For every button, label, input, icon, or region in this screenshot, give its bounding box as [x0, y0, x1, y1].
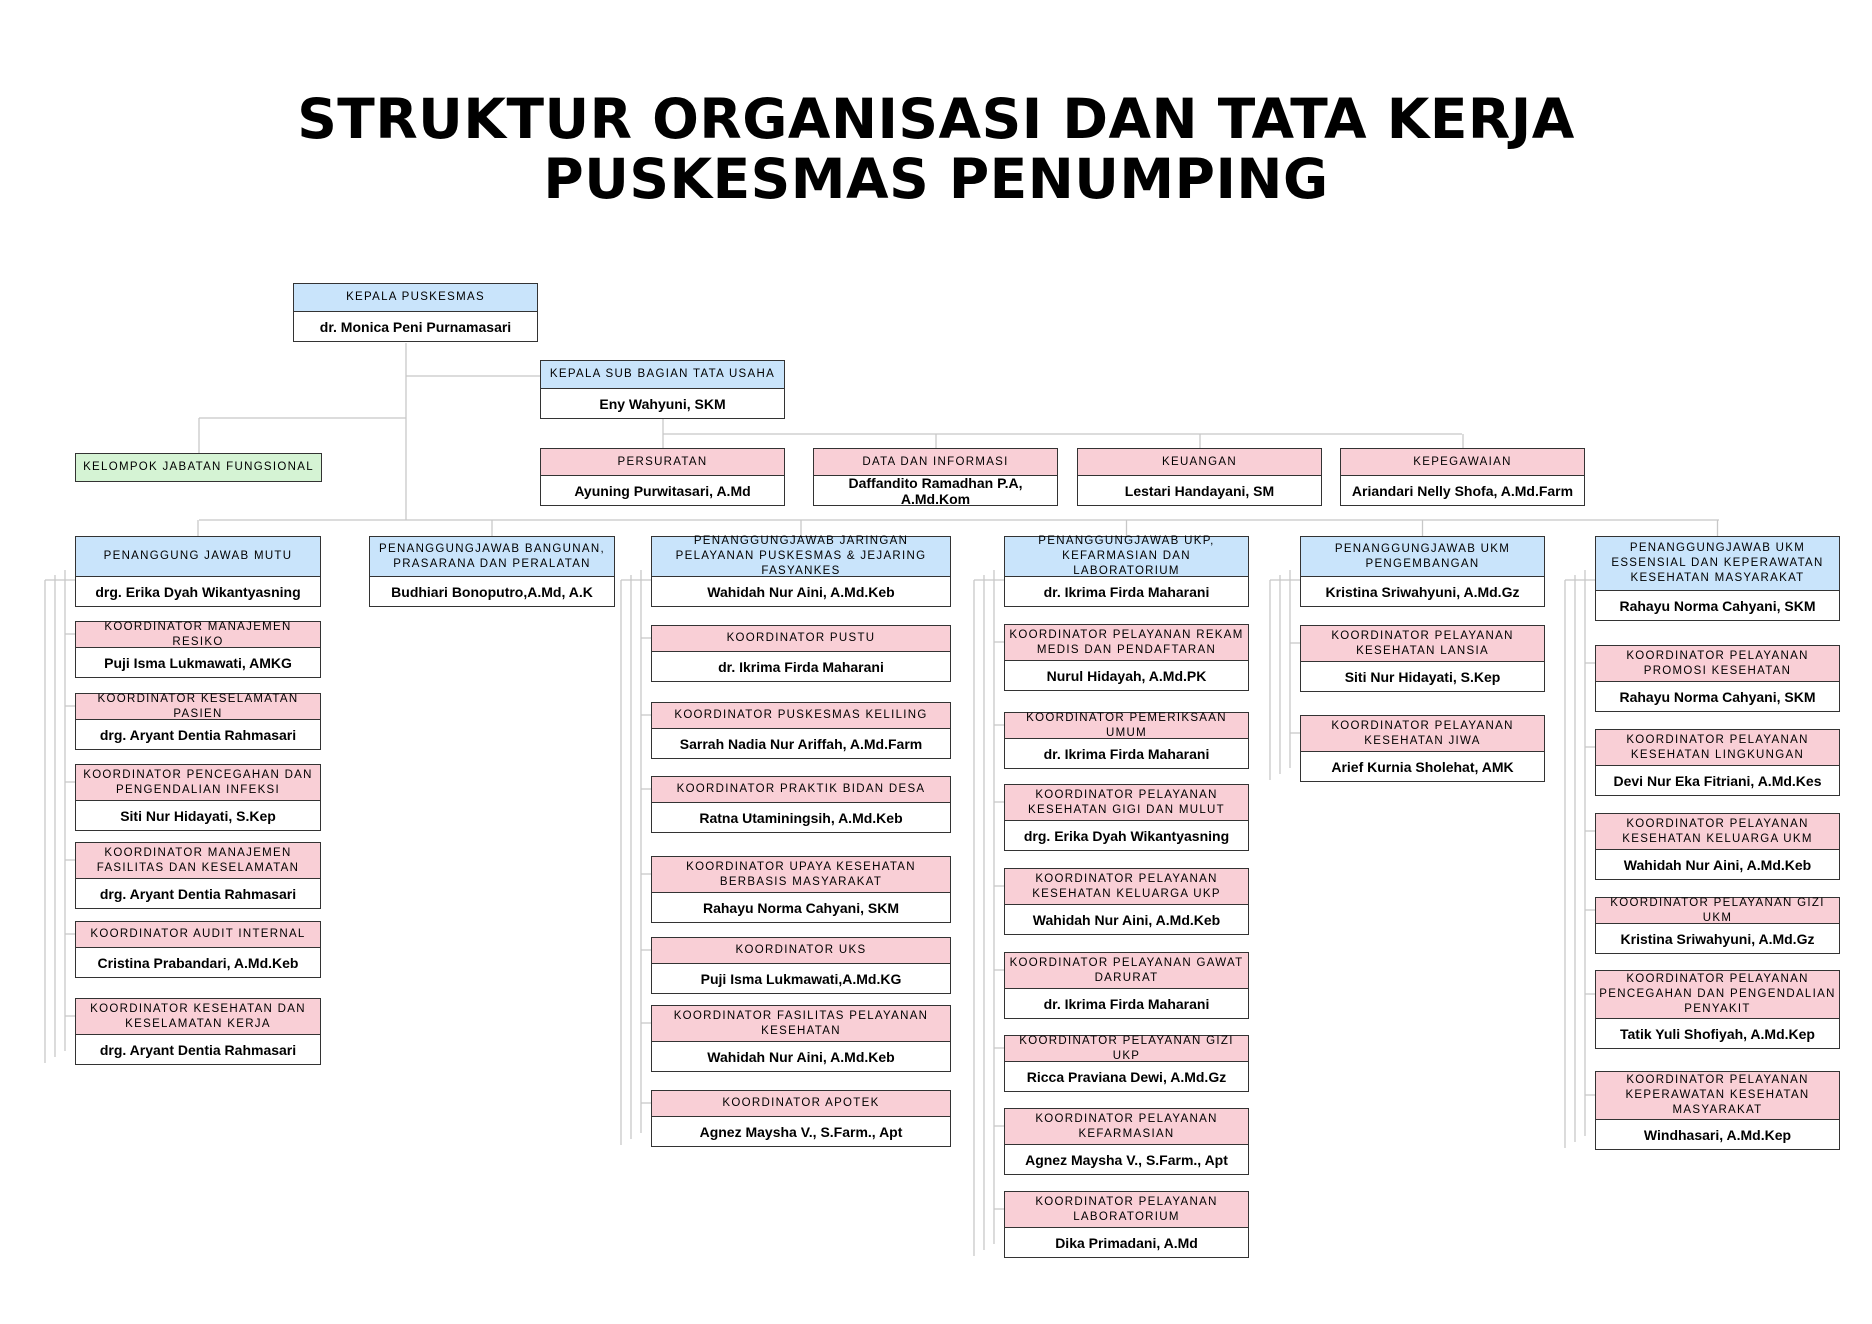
role-label: KOORDINATOR PELAYANAN GAWAT DARURAT	[1005, 953, 1248, 989]
person-name: Kristina Sriwahyuni, A.Md.Gz	[1620, 930, 1815, 947]
person-name: drg. Erika Dyah Wikantyasning	[95, 583, 301, 600]
person-name: dr. Ikrima Firda Maharani	[718, 658, 884, 675]
box-koordinator	[75, 621, 321, 678]
person-name: Eny Wahyuni, SKM	[599, 395, 726, 412]
box-koordinator	[1595, 970, 1840, 1049]
role-label: PENANGGUNGJAWAB JARINGAN PELAYANAN PUSKESMAS & JEJARING FASYANKES	[652, 537, 950, 577]
box-koordinator	[651, 1090, 951, 1147]
role-label: KOORDINATOR PEMERIKSAAN UMUM	[1005, 713, 1248, 739]
box-koordinator	[75, 998, 321, 1065]
box-jabatan-fungsional	[75, 453, 322, 482]
role-label: KOORDINATOR PRAKTIK BIDAN DESA	[652, 777, 950, 803]
role-label: KEPALA PUSKESMAS	[294, 284, 537, 312]
box-koordinator	[1300, 625, 1545, 692]
role-label: KOORDINATOR PUSKESMAS KELILING	[652, 703, 950, 729]
role-label: KELOMPOK JABATAN FUNGSIONAL	[76, 454, 321, 481]
person-name: Daffandito Ramadhan P.A, A.Md.Kom	[848, 474, 1023, 507]
role-label: KOORDINATOR KESEHATAN DAN KESELAMATAN KERJA	[76, 999, 320, 1035]
role-label: KOORDINATOR PELAYANAN KESEHATAN LINGKUNGAN	[1596, 730, 1839, 766]
person-name: Wahidah Nur Aini, A.Md.Keb	[1623, 856, 1812, 873]
box-column-head-4	[1004, 536, 1249, 607]
role-label: PENANGGUNG JAWAB MUTU	[76, 537, 320, 577]
person-name: Arief Kurnia Sholehat, AMK	[1331, 758, 1514, 775]
role-label: KOORDINATOR PELAYANAN PENCEGAHAN DAN PENGENDALIAN PENYAKIT	[1596, 971, 1839, 1019]
role-label: PENANGGUNGJAWAB UKP, KEFARMASIAN DAN LABORATORIUM	[1005, 537, 1248, 577]
person-name: Rahayu Norma Cahyani, SKM	[1619, 597, 1816, 614]
role-label: KOORDINATOR PELAYANAN GIZI UKM	[1596, 898, 1839, 924]
box-koordinator	[651, 625, 951, 682]
box-column-head-2	[369, 536, 615, 607]
person-name: Wahidah Nur Aini, A.Md.Keb	[707, 1048, 895, 1065]
role-label: KOORDINATOR PELAYANAN GIZI UKP	[1005, 1036, 1248, 1062]
person-name: Ayuning Purwitasari, A.Md	[574, 482, 751, 499]
person-name: Ariandari Nelly Shofa, A.Md.Farm	[1351, 482, 1574, 499]
role-label: KEPEGAWAIAN	[1341, 449, 1584, 476]
person-name: dr. Ikrima Firda Maharani	[1043, 745, 1210, 762]
person-name: Ricca Praviana Dewi, A.Md.Gz	[1026, 1068, 1227, 1085]
role-label: KOORDINATOR FASILITAS PELAYANAN KESEHATAN	[652, 1006, 950, 1042]
person-name: drg. Aryant Dentia Rahmasari	[99, 1041, 297, 1058]
role-label: KOORDINATOR PELAYANAN REKAM MEDIS DAN PENDAFTARAN	[1005, 625, 1248, 661]
box-koordinator	[75, 764, 321, 831]
person-name: dr. Ikrima Firda Maharani	[1043, 583, 1210, 600]
box-column-head-6	[1595, 536, 1840, 621]
role-label: PERSURATAN	[541, 449, 784, 476]
role-label: KOORDINATOR KESELAMATAN PASIEN	[76, 694, 320, 720]
role-label: KOORDINATOR PELAYANAN LABORATORIUM	[1005, 1192, 1248, 1228]
role-label: DATA DAN INFORMASI	[814, 449, 1057, 476]
person-name: drg. Aryant Dentia Rahmasari	[99, 726, 297, 743]
role-label: KOORDINATOR AUDIT INTERNAL	[76, 922, 320, 948]
person-name: Wahidah Nur Aini, A.Md.Keb	[1032, 911, 1221, 928]
person-name: Sarrah Nadia Nur Ariffah, A.Md.Farm	[679, 735, 923, 752]
person-name: dr. Monica Peni Purnamasari	[319, 318, 512, 335]
box-koordinator	[1004, 1108, 1249, 1175]
person-name: Budhiari Bonoputro,A.Md, A.K	[391, 583, 593, 600]
person-name: Wahidah Nur Aini, A.Md.Keb	[707, 583, 895, 600]
role-label: KOORDINATOR PELAYANAN PROMOSI KESEHATAN	[1596, 646, 1839, 682]
box-column-head-5	[1300, 536, 1545, 607]
person-name: Puji Isma Lukmawati, AMKG	[104, 654, 292, 671]
role-label: PENANGGUNGJAWAB UKM ESSENSIAL DAN KEPERAWATAN KESEHATAN MASYARAKAT	[1596, 537, 1839, 591]
role-label: KOORDINATOR PELAYANAN KESEHATAN GIGI DAN MULUT	[1005, 785, 1248, 821]
chart-title-line2: PUSKESMAS PENUMPING	[543, 147, 1329, 211]
box-koordinator	[1004, 712, 1249, 769]
role-label: KEPALA SUB BAGIAN TATA USAHA	[541, 361, 784, 389]
person-name: Ratna Utaminingsih, A.Md.Keb	[699, 809, 903, 826]
box-koordinator	[651, 856, 951, 923]
box-koordinator	[75, 842, 321, 909]
box-kepala-tata-usaha	[540, 360, 785, 419]
role-label: KOORDINATOR PELAYANAN KEPERAWATAN KESEHATAN MASYARAKAT	[1596, 1072, 1839, 1120]
box-tu-1	[540, 448, 785, 506]
person-name: Rahayu Norma Cahyani, SKM	[702, 899, 900, 916]
person-name: Cristina Prabandari, A.Md.Keb	[97, 954, 299, 971]
person-name: Devi Nur Eka Fitriani, A.Md.Kes	[1613, 772, 1822, 789]
box-tu-4	[1340, 448, 1585, 506]
box-koordinator	[1595, 1071, 1840, 1150]
role-label: KOORDINATOR PELAYANAN KESEHATAN KELUARGA UKM	[1596, 814, 1839, 850]
box-koordinator	[651, 702, 951, 759]
person-name: Agnez Maysha V., S.Farm., Apt	[699, 1123, 903, 1140]
box-column-head-3	[651, 536, 951, 607]
box-koordinator	[1004, 1035, 1249, 1092]
role-label: KOORDINATOR UPAYA KESEHATAN BERBASIS MASYARAKAT	[652, 857, 950, 893]
box-column-head-1	[75, 536, 321, 607]
role-label: KOORDINATOR MANAJEMEN FASILITAS DAN KESELAMATAN	[76, 843, 320, 879]
person-name: Puji Isma Lukmawati,A.Md.KG	[700, 970, 902, 987]
box-koordinator	[1004, 784, 1249, 851]
person-name: Nurul Hidayah, A.Md.PK	[1046, 667, 1207, 684]
role-label: PENANGGUNGJAWAB UKM PENGEMBANGAN	[1301, 537, 1544, 577]
person-name: dr. Ikrima Firda Maharani	[1043, 995, 1210, 1012]
role-label: KOORDINATOR PUSTU	[652, 626, 950, 652]
role-label: KOORDINATOR PELAYANAN KESEHATAN KELUARGA UKP	[1005, 869, 1248, 905]
chart-title-line1: STRUKTUR ORGANISASI DAN TATA KERJA	[297, 87, 1575, 151]
role-label: KOORDINATOR APOTEK	[652, 1091, 950, 1117]
box-koordinator	[651, 776, 951, 833]
person-name: Dika Primadani, A.Md	[1055, 1234, 1198, 1251]
role-label: KEUANGAN	[1078, 449, 1321, 476]
box-koordinator	[75, 921, 321, 978]
box-koordinator	[1595, 729, 1840, 796]
person-name: Windhasari, A.Md.Kep	[1643, 1126, 1792, 1143]
person-name: Kristina Sriwahyuni, A.Md.Gz	[1325, 583, 1520, 600]
box-koordinator	[1004, 1191, 1249, 1258]
box-koordinator	[1595, 897, 1840, 954]
person-name: Agnez Maysha V., S.Farm., Apt	[1025, 1151, 1228, 1168]
box-koordinator	[1004, 868, 1249, 935]
person-name: Lestari Handayani, SM	[1124, 482, 1275, 499]
box-koordinator	[1004, 624, 1249, 691]
role-label: KOORDINATOR PENCEGAHAN DAN PENGENDALIAN INFEKSI	[76, 765, 320, 801]
box-kepala-puskesmas	[293, 283, 538, 342]
role-label: KOORDINATOR PELAYANAN KEFARMASIAN	[1005, 1109, 1248, 1145]
box-koordinator	[1300, 715, 1545, 782]
role-label: KOORDINATOR PELAYANAN KESEHATAN LANSIA	[1301, 626, 1544, 662]
role-label: KOORDINATOR UKS	[652, 938, 950, 964]
box-koordinator	[1595, 813, 1840, 880]
person-name: Siti Nur Hidayati, S.Kep	[120, 807, 276, 824]
person-name: drg. Erika Dyah Wikantyasning	[1023, 827, 1230, 844]
box-tu-2	[813, 448, 1058, 506]
person-name: Tatik Yuli Shofiyah, A.Md.Kep	[1620, 1025, 1815, 1042]
box-koordinator	[651, 937, 951, 994]
box-tu-3	[1077, 448, 1322, 506]
role-label: PENANGGUNGJAWAB BANGUNAN, PRASARANA DAN PERALATAN	[370, 537, 614, 577]
box-koordinator	[1595, 645, 1840, 712]
role-label: KOORDINATOR PELAYANAN KESEHATAN JIWA	[1301, 716, 1544, 752]
person-name: Siti Nur Hidayati, S.Kep	[1344, 668, 1501, 685]
person-name: drg. Aryant Dentia Rahmasari	[99, 885, 297, 902]
person-name: Rahayu Norma Cahyani, SKM	[1619, 688, 1816, 705]
role-label: KOORDINATOR MANAJEMEN RESIKO	[76, 622, 320, 648]
box-koordinator	[1004, 952, 1249, 1019]
box-koordinator	[651, 1005, 951, 1072]
box-koordinator	[75, 693, 321, 750]
